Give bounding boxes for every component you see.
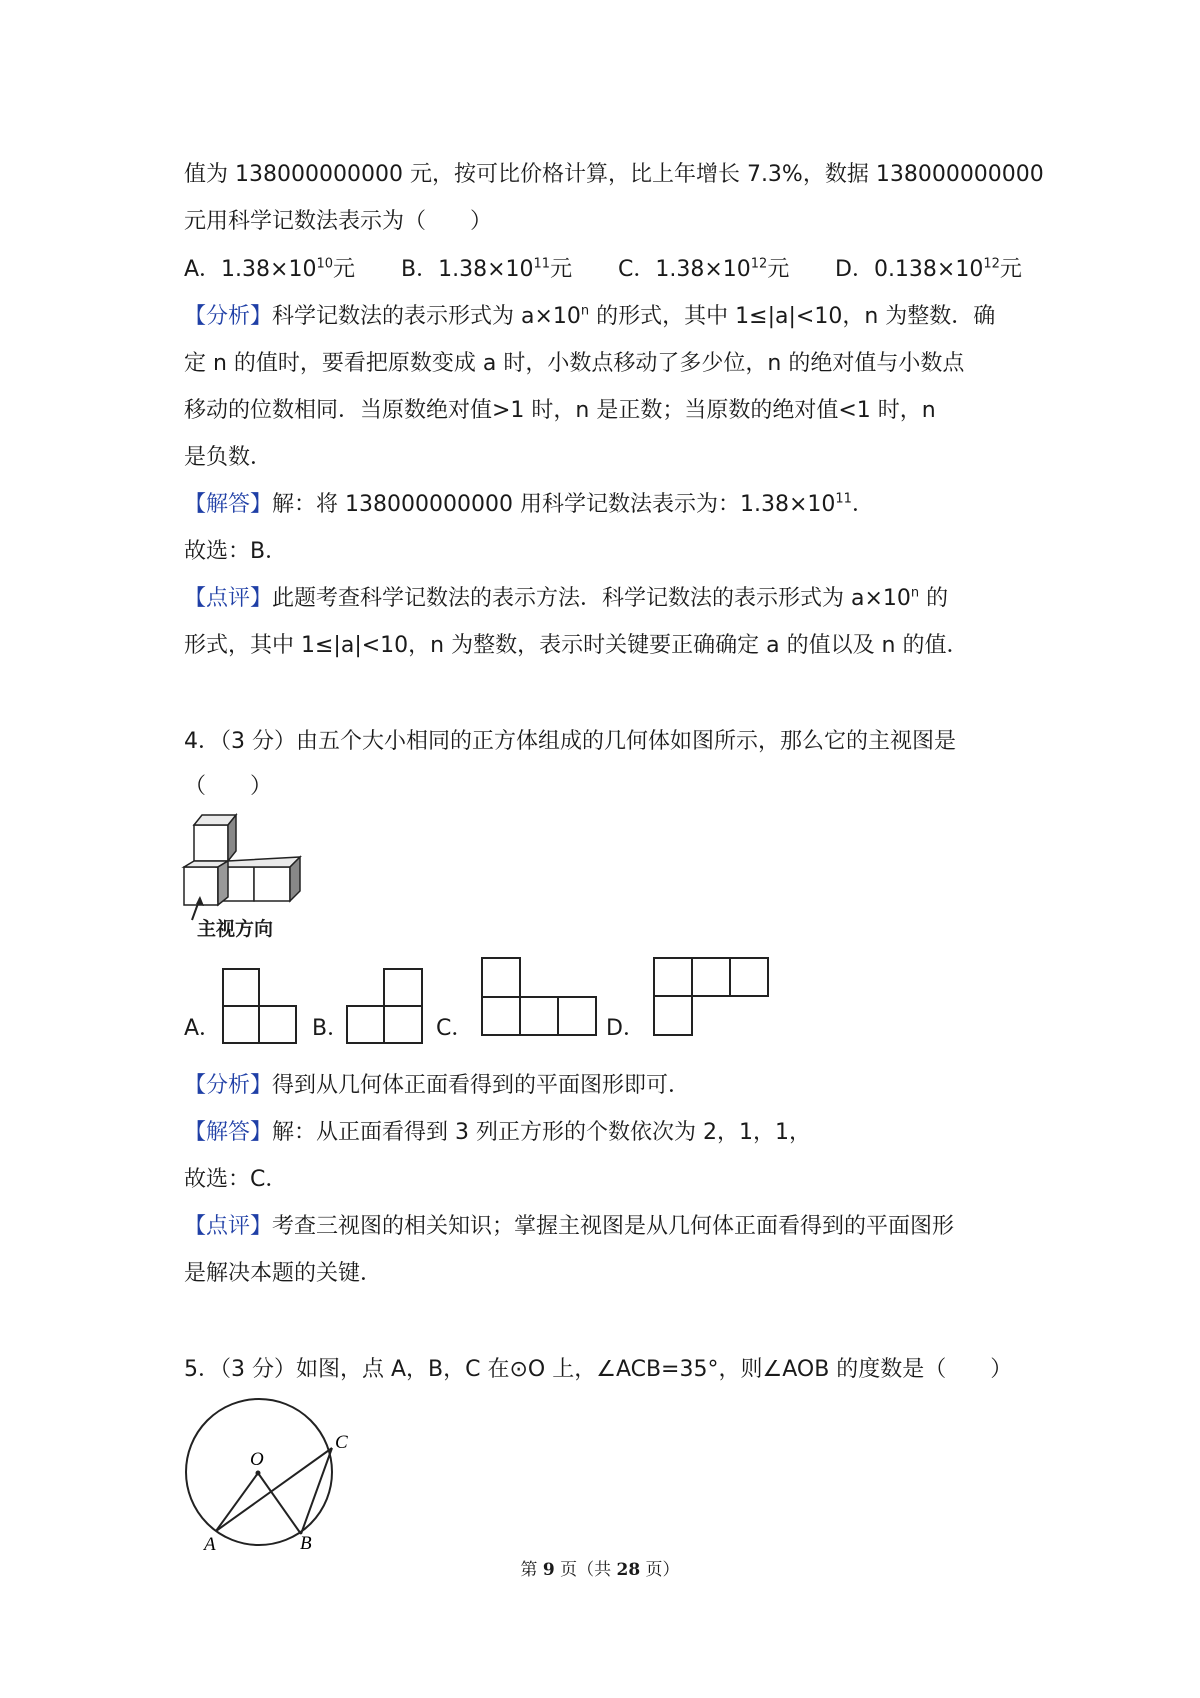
q3-analysis-line4: 是负数． (184, 445, 273, 470)
q3-option-a: A．$1.38\times 10^{10}$元 (184, 256, 356, 282)
q3-answer: 【解答】解：将 138000000000 用科学记数法表示为：$1.38\times 10^{11}$． (184, 491, 874, 517)
page-total: 28 (616, 1560, 641, 1580)
q3-comment-line2: 形式，其中 1≤|a|<10，n 为整数，表示时关键要正确确定 a 的值以及 n 的值． (184, 633, 969, 658)
point-o-label: O (250, 1449, 264, 1470)
view-direction-label: 主视方向 (197, 918, 274, 940)
q3-option-b: B．$1.38\times 10^{11}$元 (401, 256, 573, 282)
answer-tag: 【解答】 (184, 1120, 273, 1145)
q4-option-a-label: A． (184, 1016, 222, 1041)
q5-circle-figure (180, 1398, 360, 1555)
comment-tag: 【点评】 (184, 1214, 273, 1239)
q5-stem: 5．（3 分）如图，点 A，B，C 在⊙O 上，∠ACB=35°，则∠AOB 的度数是（ ） (184, 1357, 1013, 1382)
q4-choice: 故选：C． (184, 1167, 288, 1192)
q3-choice: 故选：B． (184, 539, 288, 564)
q4-stem-line2: （ ） (184, 774, 273, 799)
q4-option-d-label: D． (606, 1016, 645, 1041)
q4-option-b-figure (346, 968, 424, 1044)
q3-option-d: D．$0.138\times 10^{12}$元 (835, 256, 1022, 282)
point-b-label: B (300, 1533, 312, 1554)
analysis-tag: 【分析】 (184, 304, 273, 329)
q3-comment-line1: 【点评】此题考查科学记数法的表示方法．科学记数法的表示形式为 $a\times 10^n$ 的 (184, 585, 949, 611)
q3-stem-line2: 元用科学记数法表示为（ ） (184, 209, 493, 234)
q4-stem-line1: 4．（3 分）由五个大小相同的正方体组成的几何体如图所示，那么它的主视图是 (184, 729, 956, 754)
q3-option-c: C．$1.38\times 10^{12}$元 (618, 256, 790, 282)
q3-analysis-line1: 【分析】科学记数法的表示形式为 $a\times 10^n$ 的形式，其中 1≤|a|<10，n 为整数．确 (184, 303, 996, 329)
analysis-tag: 【分析】 (184, 1073, 273, 1098)
q3-stem-line1: 值为 138000000000 元，按可比价格计算，比上年增长 7.3%，数据 138000000000 (184, 162, 1044, 187)
q4-answer: 【解答】解：从正面看得到 3 列正方形的个数依次为 2，1，1， (184, 1120, 811, 1145)
point-a-label: A (204, 1534, 216, 1555)
q3-analysis-line2: 定 n 的值时，要看把原数变成 a 时，小数点移动了多少位，n 的绝对值与小数点 (184, 351, 965, 376)
q3-options (184, 255, 1022, 285)
q4-option-a-figure (222, 968, 298, 1044)
point-c-label: C (335, 1432, 348, 1453)
q4-analysis: 【分析】得到从几何体正面看得到的平面图形即可． (184, 1073, 691, 1098)
q4-option-b-label: B． (312, 1016, 350, 1041)
q4-option-d-figure (653, 957, 769, 1037)
page-number: 9 (542, 1560, 555, 1580)
answer-tag: 【解答】 (184, 492, 273, 517)
comment-tag: 【点评】 (184, 586, 273, 611)
q3-analysis-line3: 移动的位数相同．当原数绝对值>1 时，n 是正数；当原数的绝对值<1 时，n (184, 398, 936, 423)
q4-comment-line2: 是解决本题的关键． (184, 1261, 383, 1286)
page-footer: 第 9 页（共 28 页） (520, 1560, 680, 1580)
q4-comment-line1: 【点评】考查三视图的相关知识；掌握主视图是从几何体正面看得到的平面图形 (184, 1214, 955, 1239)
q4-option-c-figure (481, 957, 598, 1037)
q4-option-c-label: C． (436, 1016, 474, 1041)
